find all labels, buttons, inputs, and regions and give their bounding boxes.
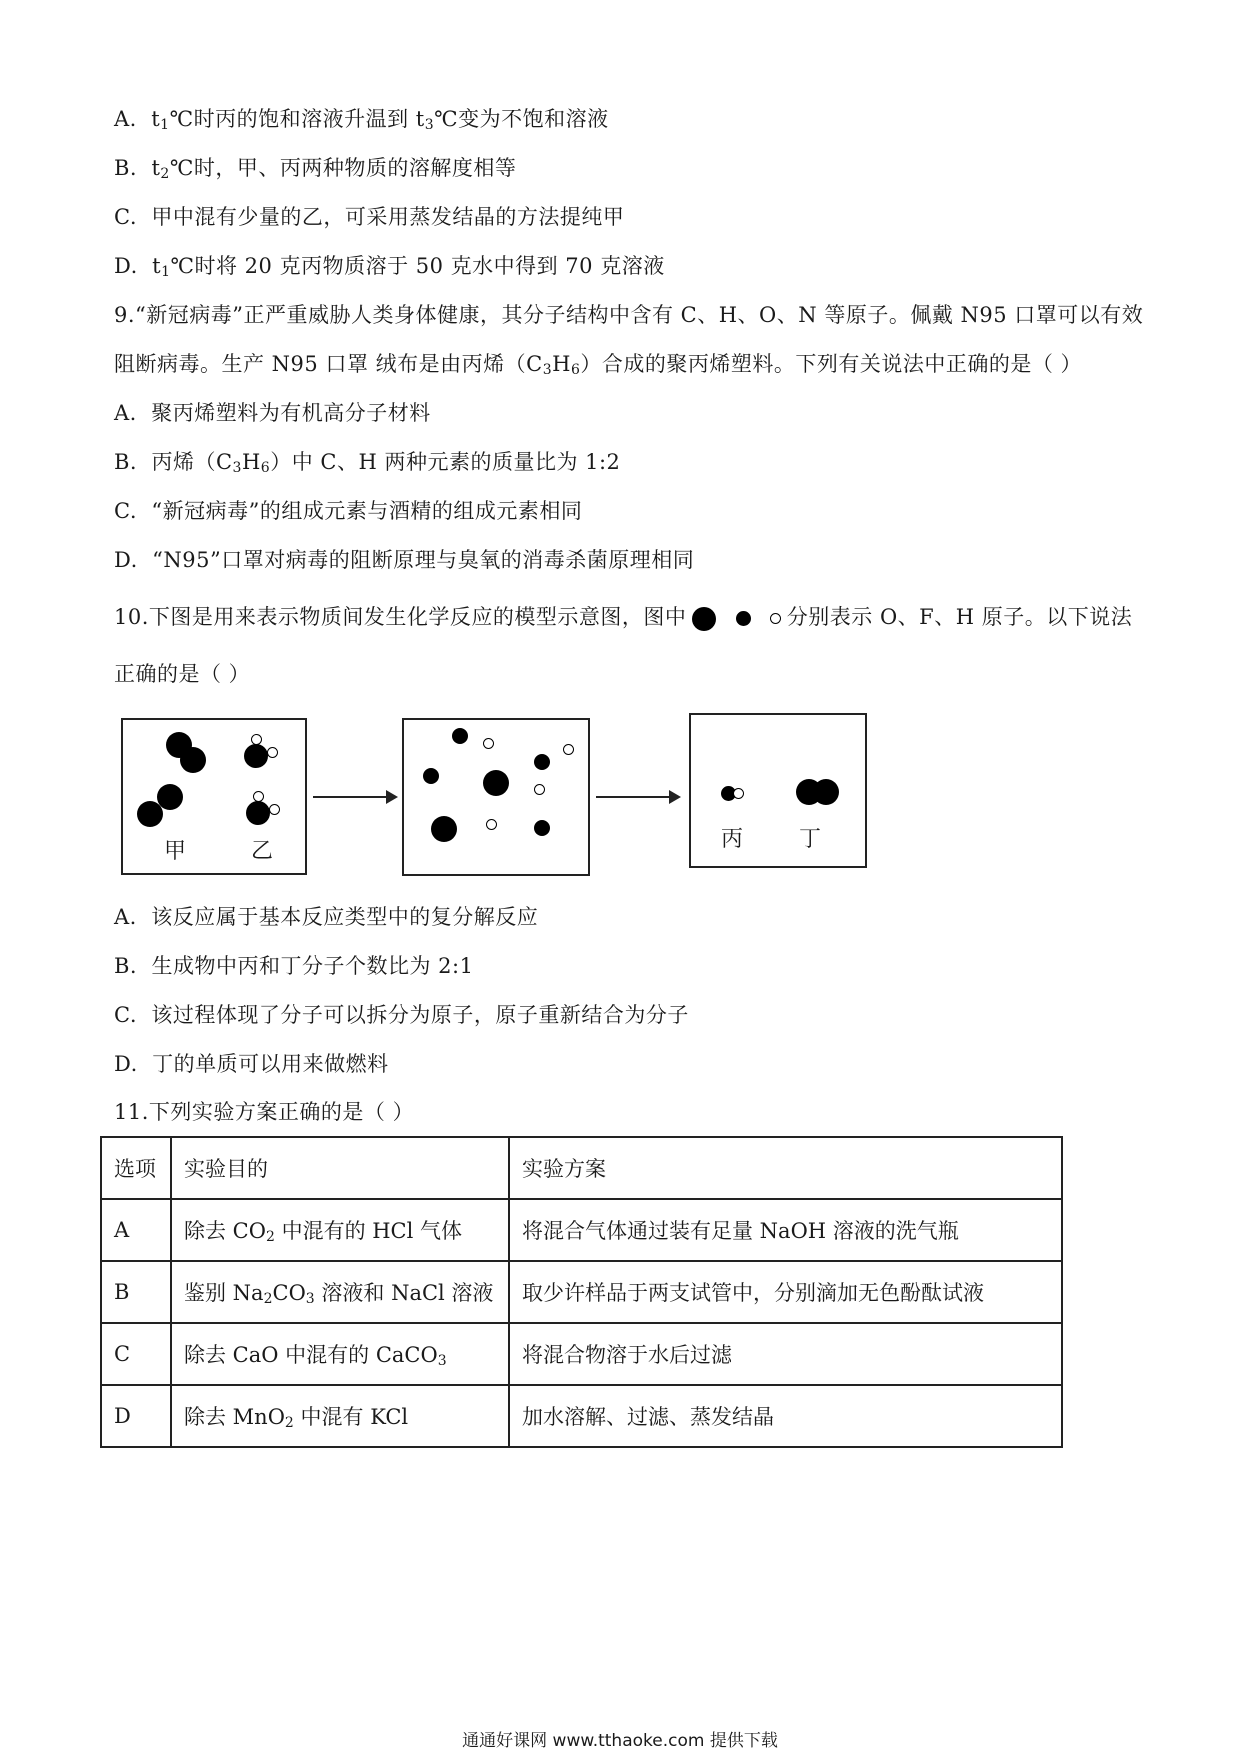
o-atom (137, 801, 163, 827)
q9-option-b: B. 丙烯$(C_3H_6)$中 C、H 两种元素的质量比为 1:2 (114, 450, 621, 476)
q9-stem-line2: 阻断病毒。生产 N95 口罩 绒布是由丙烯$(C_3H_6)$合成的聚丙烯塑料。下列有关说法中正确的是（ ） (114, 352, 1083, 378)
f-atom (244, 744, 268, 768)
atoms-box (402, 718, 590, 876)
product-label-bing: 丙 (721, 827, 744, 852)
q8-option-a: A. $t_1℃$时丙的饱和溶液升温到 $t_3℃$变为不饱和溶液 (114, 107, 609, 133)
q9-option-a: A. 聚丙烯塑料为有机高分子材料 (114, 401, 431, 425)
q9-stem-line1: 9.“新冠病毒”正严重威胁人类身体健康，其分子结构中含有 C、H、O、N 等原子。佩戴 N95 口罩可以有效 (114, 303, 1144, 327)
q10-option-d: D. 丁的单质可以用来做燃料 (114, 1052, 389, 1076)
table-row (101, 1385, 1062, 1447)
q9-option-c: C. “新冠病毒”的组成元素与酒精的组成元素相同 (114, 499, 583, 523)
f-atom (534, 754, 550, 770)
row-option: C (101, 1323, 171, 1385)
reactant-label-yi: 乙 (251, 839, 274, 864)
o-atom (431, 816, 457, 842)
h-atom (534, 784, 545, 795)
o-atom (180, 747, 206, 773)
f-atom (423, 768, 439, 784)
row-plan: 将混合气体通过装有足量 NaOH 溶液的洗气瓶 (509, 1199, 1062, 1261)
o-atom (813, 779, 839, 805)
reaction-arrow-2 (596, 796, 679, 798)
h-atom (483, 738, 494, 749)
reactant-label-jia: 甲 (164, 839, 187, 864)
q11-stem: 11.下列实验方案正确的是（ ） (114, 1100, 415, 1124)
q10-option-a: A. 该反应属于基本反应类型中的复分解反应 (114, 905, 539, 929)
reactants-box (121, 718, 307, 875)
products-box (689, 713, 867, 868)
h-atom (253, 791, 264, 802)
header-plan: 实验方案 (509, 1137, 1062, 1199)
q8-option-c: C. 甲中混有少量的乙，可采用蒸发结晶的方法提纯甲 (114, 205, 625, 229)
h-atom-icon (770, 613, 781, 624)
h-atom (251, 734, 262, 745)
h-atom (267, 747, 278, 758)
q8-option-b: B. $t_2℃$时，甲、丙两种物质的溶解度相等 (114, 156, 517, 182)
row-plan: 取少许样品于两支试管中，分别滴加无色酚酞试液 (509, 1261, 1062, 1323)
header-purpose: 实验目的 (171, 1137, 509, 1199)
row-purpose: 鉴别 $Na_2CO_3$ 溶液和 NaCl 溶液 (171, 1261, 509, 1323)
row-plan: 将混合物溶于水后过滤 (509, 1323, 1062, 1385)
q10-option-b: B. 生成物中丙和丁分子个数比为 2:1 (114, 954, 474, 978)
table-row (101, 1199, 1062, 1261)
f-atom (452, 728, 468, 744)
h-atom (269, 804, 280, 815)
h-atom (563, 744, 574, 755)
table-header-row (101, 1137, 1062, 1199)
page-footer[interactable]: 通通好课网 www.tthaoke.com 提供下载 (462, 1731, 778, 1751)
row-option: B (101, 1261, 171, 1323)
row-purpose: 除去 $CO_2$ 中混有的 HCl 气体 (171, 1199, 509, 1261)
product-label-ding: 丁 (799, 827, 822, 852)
q10-option-c: C. 该过程体现了分子可以拆分为原子，原子重新结合为分子 (114, 1003, 689, 1027)
table-row (101, 1261, 1062, 1323)
row-plan: 加水溶解、过滤、蒸发结晶 (509, 1385, 1062, 1447)
q9-option-d: D. “N95”口罩对病毒的阻断原理与臭氧的消毒杀菌原理相同 (114, 548, 695, 572)
f-atom (534, 820, 550, 836)
header-option: 选项 (101, 1137, 171, 1199)
row-option: D (101, 1385, 171, 1447)
q10-stem-line1: 10.下图是用来表示物质间发生化学反应的模型示意图，图中 分别表示 O、F、H 原子。以下说法 (114, 605, 1133, 629)
f-atom (246, 801, 270, 825)
table-row (101, 1323, 1062, 1385)
h-atom (733, 788, 744, 799)
h-atom (486, 819, 497, 830)
q10-stem-line2: 正确的是（ ） (114, 662, 251, 686)
reaction-arrow-1 (313, 796, 396, 798)
f-atom-icon (736, 611, 751, 626)
o-atom-icon (692, 607, 716, 631)
row-purpose: 除去 MnO$_2$ 中混有 KCl (171, 1385, 509, 1447)
experiment-table (100, 1136, 1063, 1448)
row-option: A (101, 1199, 171, 1261)
q8-option-d: D. $t_1℃$时将 20 克丙物质溶于 50 克水中得到 70 克溶液 (114, 254, 665, 280)
row-purpose: 除去 CaO 中混有的 CaCO$_3$ (171, 1323, 509, 1385)
o-atom (483, 770, 509, 796)
